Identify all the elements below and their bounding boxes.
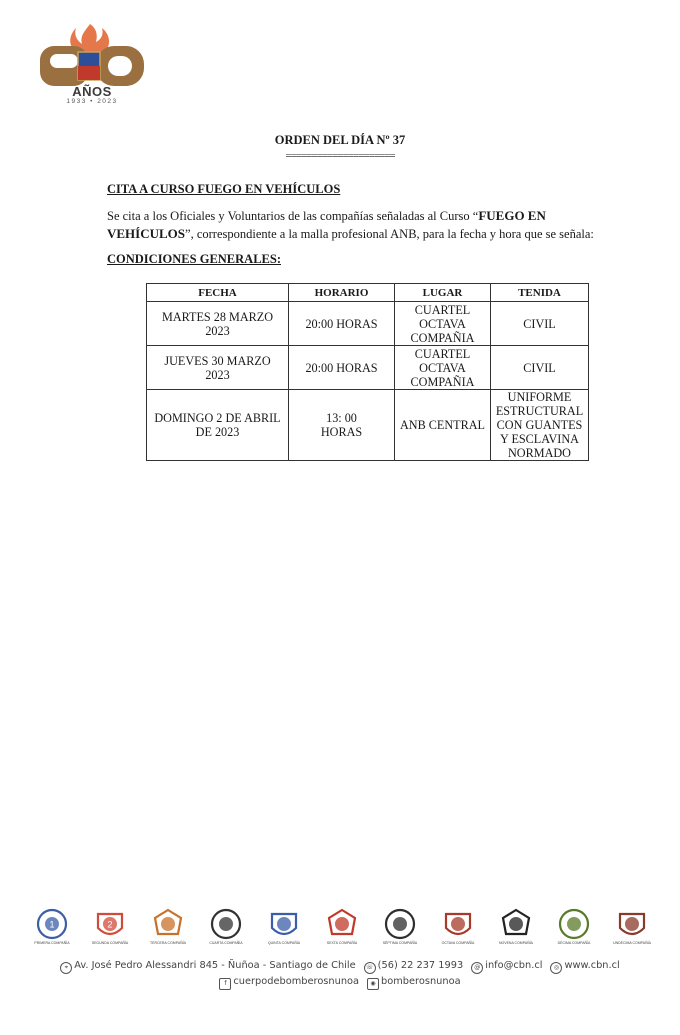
logo-years-text: 1933 • 2023 (66, 98, 118, 105)
cell-line: CIVIL (523, 316, 556, 331)
company-caption: QUINTA COMPAÑÍA (267, 941, 301, 945)
company-caption: OCTAVA COMPAÑÍA (441, 941, 475, 945)
facebook-link[interactable]: cuerpodebomberosnunoa (233, 976, 360, 987)
cell-line: 2023 (205, 367, 230, 382)
social-line (0, 976, 680, 990)
cell-line: ESTRUCTURAL (495, 404, 584, 418)
company-caption: TERCERA COMPAÑÍA (150, 941, 186, 945)
globe-icon: ◎ (550, 962, 562, 974)
flame-90-icon (34, 22, 150, 88)
cell-fecha (147, 346, 289, 390)
cell-line: OCTAVA (419, 360, 466, 375)
company-caption: SEGUNDA COMPAÑÍA (91, 941, 129, 945)
table-row (147, 390, 589, 461)
email-link[interactable]: info@cbn.cl (485, 960, 543, 971)
cell-line: 20:00 HORAS (305, 316, 378, 331)
facebook-icon: f (219, 978, 231, 990)
header-horario: HORARIO (289, 284, 395, 302)
cell-line: CUARTEL (414, 302, 471, 317)
header-fecha: FECHA (147, 284, 289, 302)
intro-part2: ”, correspondiente a la malla profesional ANB, para la fecha y hora que se señala: (185, 227, 594, 241)
cell-line: 13: 00 (326, 411, 357, 425)
company-badge-3-icon (146, 908, 190, 945)
cell-line: MARTES 28 MARZO (162, 309, 273, 324)
cell-line: HORAS (320, 425, 363, 439)
cell-line: COMPAÑIA (410, 330, 475, 345)
header-tenida: TENIDA (491, 284, 589, 302)
cell-fecha (147, 302, 289, 346)
cell-line: Y ESCLAVINA (500, 432, 579, 446)
company-badge-6-icon (320, 908, 364, 945)
cell-lugar (395, 302, 491, 346)
phone-icon: ☏ (364, 962, 376, 974)
web-link[interactable]: www.cbn.cl (564, 960, 620, 971)
company-caption: PRIMERA COMPAÑÍA (34, 941, 70, 945)
email-icon: @ (471, 962, 483, 974)
company-badge-5-icon (262, 908, 306, 945)
subject-heading: CITA A CURSO FUEGO EN VEHÍCULOS (107, 182, 341, 196)
cell-line: CIVIL (523, 360, 556, 375)
company-badges-row (30, 908, 660, 958)
company-badge-10-icon (552, 908, 596, 945)
company-badge-8-icon (436, 908, 480, 945)
cell-fecha (147, 390, 289, 461)
conditions-heading: CONDICIONES GENERALES: (107, 252, 281, 266)
cell-line: JUEVES 30 MARZO (164, 353, 271, 368)
cell-line: OCTAVA (419, 316, 466, 331)
cell-line: COMPAÑIA (410, 374, 475, 389)
cell-horario (289, 302, 395, 346)
cell-tenida (491, 390, 589, 461)
schedule-table (146, 283, 589, 461)
company-caption: CUARTA COMPAÑÍA (209, 941, 243, 945)
cell-tenida (491, 302, 589, 346)
company-badge-7-icon (378, 908, 422, 945)
cell-lugar (395, 390, 491, 461)
company-caption: DÉCIMA COMPAÑÍA (557, 941, 591, 945)
header-lugar: LUGAR (395, 284, 491, 302)
course-name: FUEGO EN VEHÍCULOS (107, 208, 546, 241)
cell-line: ANB CENTRAL (400, 418, 485, 432)
instagram-link[interactable]: bomberosnunoa (381, 976, 461, 987)
cell-horario (289, 346, 395, 390)
contact-line (0, 960, 680, 974)
location-icon: ⌖ (60, 962, 72, 974)
intro-part1: Se cita a los Oficiales y Voluntarios de las compañías señaladas al Curso “ (107, 209, 479, 223)
cell-line: CON GUANTES (496, 418, 583, 432)
cell-tenida (491, 346, 589, 390)
cell-line: DOMINGO 2 DE ABRIL (154, 411, 281, 425)
intro-paragraph (107, 207, 632, 243)
phone-text: (56) 22 237 1993 (377, 960, 464, 971)
company-caption: SEXTA COMPAÑÍA (326, 941, 358, 945)
cell-line: DE 2023 (195, 425, 240, 439)
cell-line: CUARTEL (414, 346, 471, 361)
company-badge-2-icon (88, 908, 132, 945)
svg-text:1: 1 (49, 919, 55, 930)
cell-line: 2023 (205, 323, 230, 338)
cell-line: UNIFORME (507, 390, 572, 404)
cell-horario (289, 390, 395, 461)
page-title: ORDEN DEL DÍA Nº 37 (274, 133, 406, 147)
company-caption: SÉPTIMA COMPAÑÍA (382, 941, 418, 945)
svg-text:2: 2 (107, 919, 113, 930)
title-underline: ===================== (285, 150, 395, 162)
logo-anos-text: AÑOS (72, 84, 112, 99)
table-row (147, 346, 589, 390)
address-text: Av. José Pedro Alessandri 845 - Ñuñoa - Santiago de Chile (74, 960, 356, 971)
cell-line: 20:00 HORAS (305, 360, 378, 375)
table-header-row (147, 284, 589, 302)
company-badge-9-icon (494, 908, 538, 945)
table-row (147, 302, 589, 346)
company-caption: NOVENA COMPAÑÍA (499, 941, 533, 945)
cell-lugar (395, 346, 491, 390)
instagram-icon: ◉ (367, 978, 379, 990)
company-badge-1-icon (30, 908, 74, 945)
anniversary-logo (34, 22, 150, 112)
company-badge-4-icon (204, 908, 248, 945)
company-badge-11-icon (610, 908, 654, 945)
company-caption: UNDÉCIMA COMPAÑÍA (613, 941, 651, 945)
cell-line: NORMADO (508, 446, 571, 460)
